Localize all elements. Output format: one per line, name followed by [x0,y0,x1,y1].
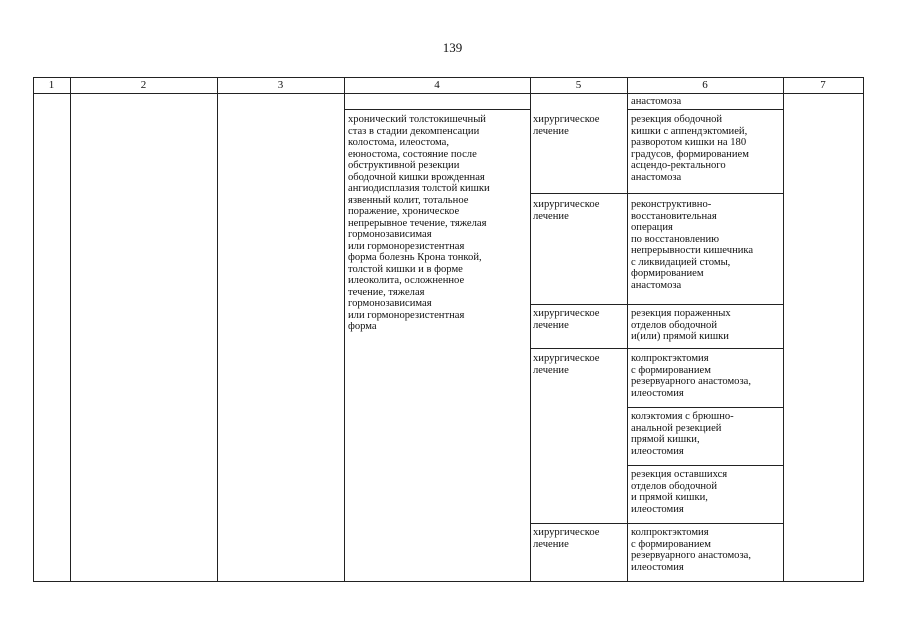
treatment-type-cell: хирургическое лечение [533,199,600,222]
header-col-6: 6 [702,79,708,91]
table-top-border [33,77,863,78]
page-number: 139 [442,40,463,55]
treatment-type-cell: хирургическое лечение [533,114,600,137]
col-border-5 [530,77,531,582]
treatment-type-cell: хирургическое лечение [533,353,600,376]
col4-row-border [344,109,530,110]
col-border-left [33,77,34,582]
col-border-6 [627,77,628,582]
col6-row-border [627,407,783,408]
col5-row-border [530,348,627,349]
header-col-2: 2 [140,79,147,91]
header-col-5: 5 [575,79,582,91]
col-border-right [863,77,864,582]
treatment-method-cell: резекция оставшихся отделов ободочной и прямой кишки, илеостомия [631,469,728,515]
col-border-4 [344,77,345,582]
col6-row-border [627,109,783,110]
col6-row-border [627,348,783,349]
col6-row-border [627,465,783,466]
col-border-3 [217,77,218,582]
treatment-method-cell: колэктомия с брюшно- анальной резекцией прямой кишки, илеостомия [631,411,734,457]
header-col-4: 4 [434,79,440,91]
col-border-2 [70,77,71,582]
header-col-7: 7 [820,79,826,91]
col5-row-border [530,193,627,194]
diagnosis-cell: хронический толстокишечный стаз в стадии декомпенсации колостома, илеостома, еюностома, состояние после обструктивной резекции ободочной кишки врожденная ангиодисплазия толстой кишки язвенный колит, тотальное поражение, хроническое непрерывное течение, тяжелая гормонозависимая или гормонорезистентная форма болезнь Крона тонкой, толстой кишки и в форме илеоколита, осложненное течение, тяжелая гормонозависимая или гормонорезистентная форма [348,114,490,332]
treatment-method-cell: резекция пораженных отделов ободочной и(или) прямой кишки [631,308,731,342]
treatment-method-cell: колпроктэктомия с формированием резервуарного анастомоза, илеостомия [631,527,751,573]
continued-cell: анастомоза [631,96,682,107]
treatment-method-cell: колпроктэктомия с формированием резервуарного анастомоза, илеостомия [631,353,751,399]
treatment-type-cell: хирургическое лечение [533,308,600,331]
col5-row-border [530,304,627,305]
treatment-method-cell: реконструктивно- восстановительная операция по восстановлению непрерывности кишечника с ликвидацией стомы, формированием анастомоза [631,199,754,291]
col6-row-border [627,193,783,194]
col6-row-border [627,523,783,524]
header-col-1: 1 [48,79,55,91]
header-bottom-border [33,93,863,94]
treatment-type-cell: хирургическое лечение [533,527,600,550]
treatment-method-cell: резекция ободочной кишки с аппендэктомией, разворотом кишки на 180 градусов, формированием асцендо-ректального анастомоза [631,114,749,183]
col5-row-border [530,523,627,524]
header-col-3: 3 [277,79,284,91]
col-border-7 [783,77,784,582]
col6-row-border [627,304,783,305]
table-bottom-border [33,581,863,582]
